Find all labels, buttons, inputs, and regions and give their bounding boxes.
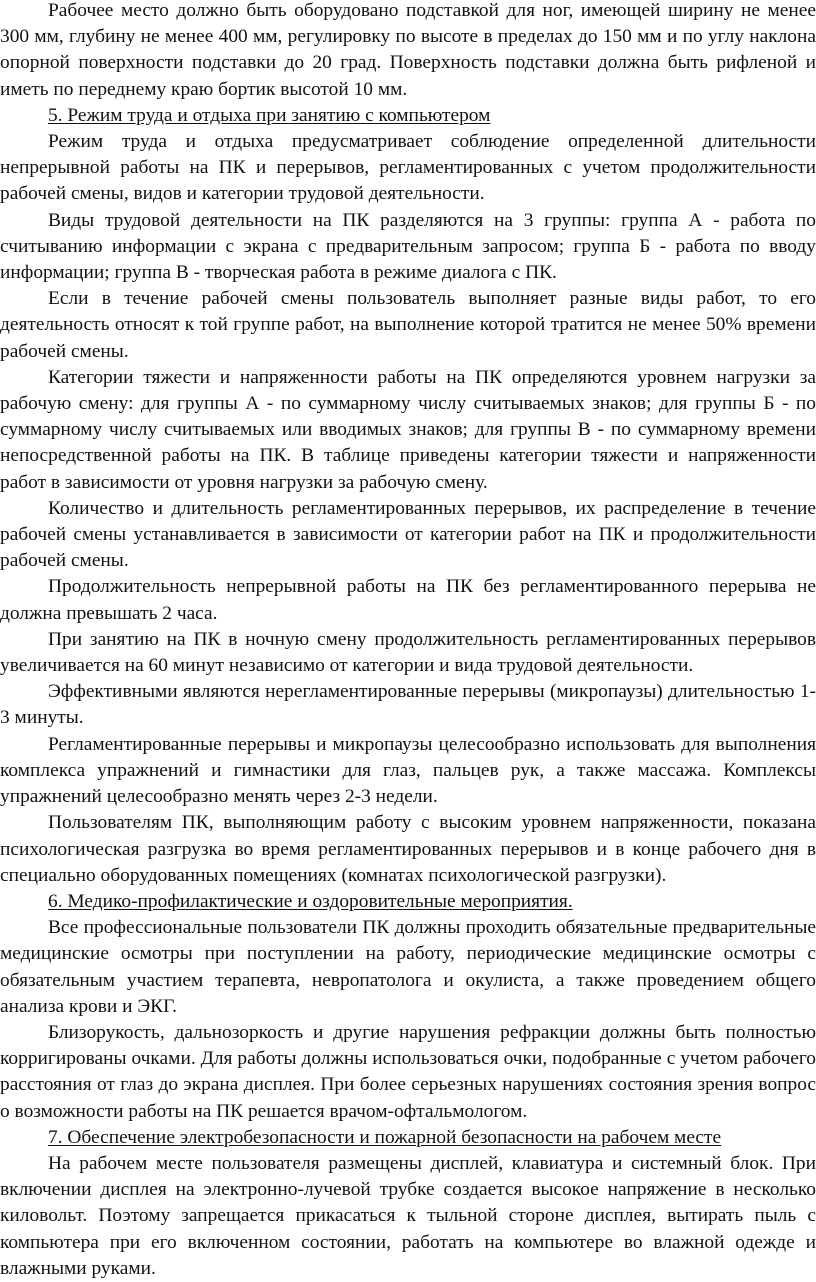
paragraph-continuous-work-limit: Продолжительность непрерывной работы на ПК без регламентированного перерыва не должна превышать 2 часа. bbox=[0, 576, 816, 624]
paragraph-electrical-safety: На рабочем месте пользователя размещены дисплей, клавиатура и системный блок. При включении дисплея на электронно-лучевой трубке создается высокое напряжение в несколько киловольт. Поэтому запрещается прикасаться к тыльной стороне дисплея, вытирать пыль с компьютера при его включенном состоянии, работать на компьютере во влажной одежде и влажными руками. bbox=[0, 1152, 816, 1279]
paragraph-activity-groups: Виды трудовой деятельности на ПК разделяются на 3 группы: группа А - работа по считыванию информации с экрана с предварительным запросом; группа Б - работа по вводу информации; группа В - творческая работа в режиме диалога с ПК. bbox=[0, 209, 816, 284]
paragraph-exercises: Регламентированные перерывы и микропаузы целесообразно использовать для выполнения комплекса упражнений и гимнастики для глаз, пальцев рук, а также массажа. Комплексы упражнений целесообразно менять через 2-3 недели. bbox=[0, 733, 816, 808]
paragraph-micropauses: Эффективными являются нерегламентированные перерывы (микропаузы) длительностью 1-3 минуты. bbox=[0, 681, 816, 729]
paragraph-medical-checkups: Все профессиональные пользователи ПК должны проходить обязательные предварительные медицинские осмотры при поступлении на работу, периодические медицинские осмотры с обязательным участием терапевта, невропатолога и окулиста, а также проведением общего анализа крови и ЭКГ. bbox=[0, 917, 816, 1017]
paragraph-mixed-work-types: Если в течение рабочей смены пользователь выполняет разные виды работ, то его деятельность относят к той группе работ, на выполнение которой тратится не менее 50% времени рабочей смены. bbox=[0, 288, 816, 362]
paragraph-break-count: Количество и длительность регламентированных перерывов, их распределение в течение рабочей смены устанавливается в зависимости от категории работ на ПК и продолжительности рабочей смены. bbox=[0, 497, 816, 572]
paragraph-night-shift: При занятию на ПК в ночную смену продолжительность регламентированных перерывов увеличивается на 60 минут независимо от категории и вида трудовой деятельности. bbox=[0, 628, 816, 677]
paragraph-regime-definition: Режим труда и отдыха предусматривает соблюдение определенной длительности непрерывной работы на ПК и перерывов, регламентированных с учетом продолжительности рабочей смены, видов и категории трудовой деятельности. bbox=[0, 131, 816, 205]
paragraph-psychological-relief: Пользователям ПК, выполняющим работу с высоким уровнем напряженности, показана психологическая разгрузка во время регламентированных перерывов и в конце рабочего дня в специально оборудованных помещениях (комнатах психологической разгрузки). bbox=[0, 812, 816, 886]
section-heading-electrical-fire-safety: 7. Обеспечение электробезопасности и пожарной безопасности на рабочем месте bbox=[48, 1126, 722, 1148]
paragraph-footrest-requirements: Рабочее место должно быть оборудовано подставкой для ног, имеющей ширину не менее 300 мм, глубину не менее 400 мм, регулировку по высоте в пределах до 150 мм и по углу наклона опорной поверхности подставки до 20 град. Поверхность подставки должна быть рифленой и иметь по переднему краю бортик высотой 10 мм. bbox=[0, 0, 816, 100]
section-heading-medical-measures: 6. Медико-профилактические и оздоровительные мероприятия. bbox=[48, 890, 573, 912]
section-heading-work-rest-regime: 5. Режим труда и отдыха при занятию с компьютером bbox=[48, 104, 491, 126]
paragraph-vision-correction: Близорукость, дальнозоркость и другие нарушения рефракции должны быть полностью корригированы очками. Для работы должны использоваться очки, подобранные с учетом рабочего расстояния от глаз до экрана дисплея. При более серьезных нарушениях состояния зрения вопрос о возможности работы на ПК решается врачом-офтальмологом. bbox=[0, 1021, 816, 1122]
paragraph-workload-categories: Категории тяжести и напряженности работы на ПК определяются уровнем нагрузки за рабочую смену: для группы А - по суммарному числу считываемых знаков; для группы Б - по суммарному числу считываемых или вводимых знаков; для группы В - по суммарному времени непосредственной работы на ПК. В таблице приведены категории тяжести и напряженности работ в зависимости от уровня нагрузки за рабочую смену. bbox=[0, 366, 816, 493]
